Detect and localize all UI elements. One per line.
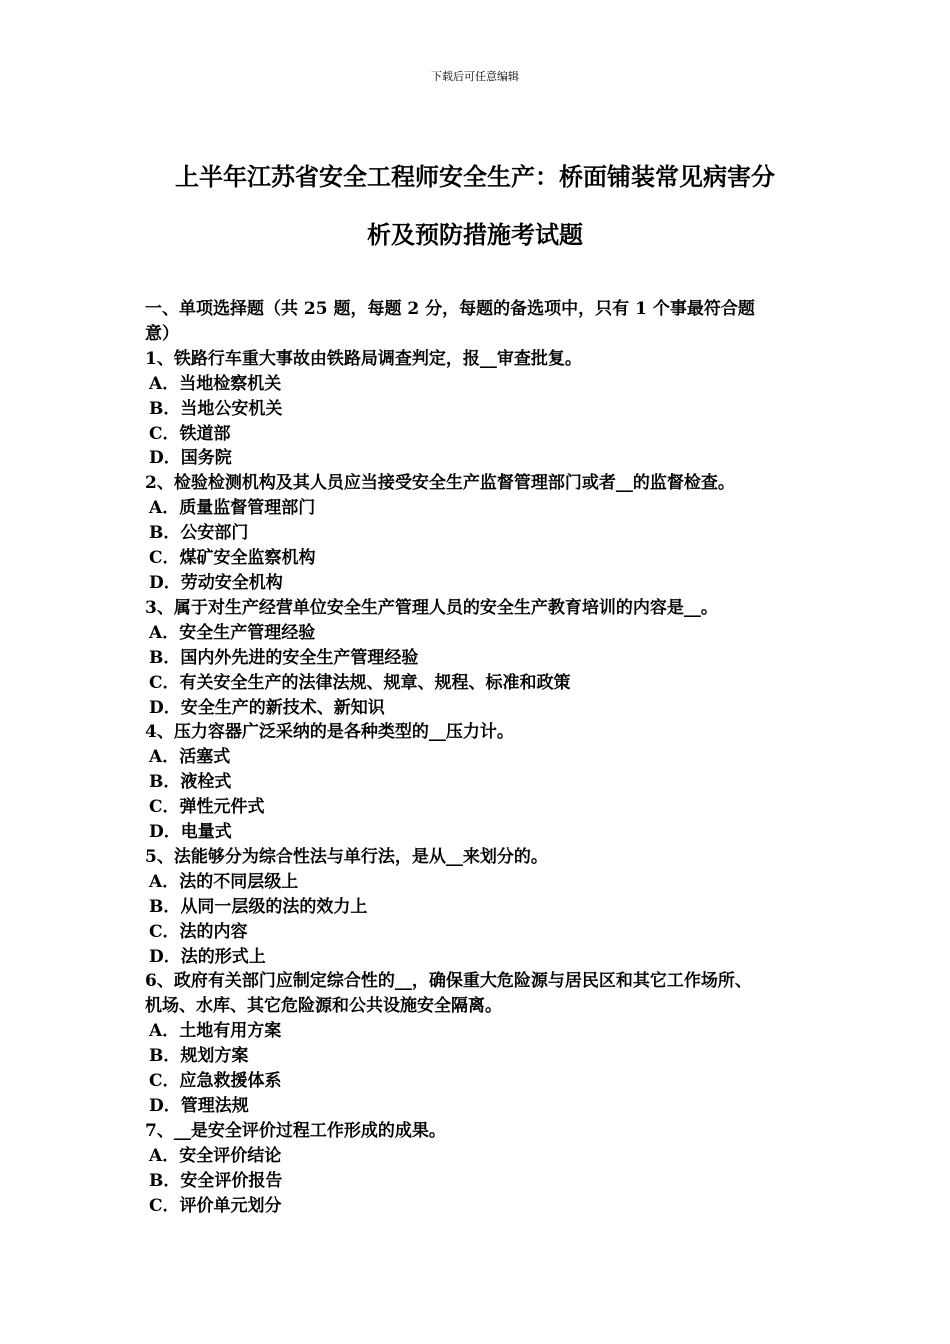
option-b: B．规划方案: [149, 1046, 249, 1067]
option-c: C．应急救援体系: [149, 1071, 282, 1092]
question-stem: 3、属于对生产经营单位安全生产管理人员的安全生产教育培训的内容是__。: [145, 597, 718, 618]
option-b: B．从同一层级的法的效力上: [149, 896, 368, 917]
question-5: [145, 845, 835, 970]
title-line-2: 析及预防措施考试题: [367, 220, 583, 249]
option-b: B．国内外先进的安全生产管理经验: [149, 647, 419, 668]
option-c: C．弹性元件式: [149, 797, 265, 818]
question-3: [145, 596, 835, 721]
question-stem-cont: 机场、水库、其它危险源和公共设施安全隔离。: [145, 996, 502, 1017]
question-2: [145, 471, 835, 596]
option-a: A．安全评价结论: [149, 1145, 282, 1166]
option-c: C．评价单元划分: [149, 1195, 282, 1216]
section-heading-cont: 意）: [145, 323, 179, 344]
title-line-1: 上半年江苏省安全工程师安全生产：桥面铺装常见病害分: [175, 162, 775, 191]
option-c: C．有关安全生产的法律法规、规章、规程、标准和政策: [149, 672, 571, 693]
option-b: B．当地公安机关: [149, 398, 283, 419]
question-4: [145, 720, 835, 845]
page-header-note: 下载后可任意编辑: [431, 70, 519, 83]
option-b: B．安全评价报告: [149, 1170, 283, 1191]
section-heading: 一、单项选择题（共 25 题，每题 2 分，每题的备选项中，只有 1 个事最符合题: [145, 299, 755, 319]
document-body: [145, 297, 835, 1219]
question-7: [145, 1119, 835, 1219]
question-stem: 1、铁路行车重大事故由铁路局调查判定，报__审查批复。: [145, 348, 582, 369]
question-stem: 6、政府有关部门应制定综合性的__，确保重大危险源与居民区和其它工作场所、: [145, 971, 752, 992]
option-a: A．当地检察机关: [149, 373, 282, 394]
option-c: C．煤矿安全监察机构: [149, 548, 316, 569]
option-a: A．安全生产管理经验: [149, 622, 316, 643]
option-c: C．法的内容: [149, 921, 248, 942]
option-c: C．铁道部: [149, 423, 231, 444]
question-stem: 2、检验检测机构及其人员应当接受安全生产监督管理部门或者__的监督检查。: [145, 473, 735, 494]
option-d: D．劳动安全机构: [149, 572, 283, 593]
option-d: D．电量式: [149, 822, 232, 843]
option-d: D．国务院: [149, 448, 232, 469]
option-d: D．管理法规: [149, 1096, 249, 1116]
question-stem: 5、法能够分为综合性法与单行法，是从__来划分的。: [145, 846, 548, 867]
question-1: [145, 347, 835, 472]
option-b: B．公安部门: [149, 523, 249, 544]
option-a: A．质量监督管理部门: [149, 498, 316, 519]
question-stem: 4、压力容器广泛采纳的是各种类型的__压力计。: [145, 722, 514, 743]
question-stem: 7、__是安全评价过程工作形成的成果。: [145, 1120, 446, 1141]
option-d: D．法的形式上: [149, 946, 266, 967]
option-a: A．法的不同层级上: [149, 871, 299, 892]
question-6: [145, 969, 835, 1118]
option-d: D．安全生产的新技术、新知识: [149, 697, 385, 718]
option-a: A．活塞式: [149, 747, 231, 768]
option-a: A．土地有用方案: [149, 1021, 282, 1042]
option-b: B．液栓式: [149, 772, 232, 793]
document-title: [140, 148, 810, 264]
